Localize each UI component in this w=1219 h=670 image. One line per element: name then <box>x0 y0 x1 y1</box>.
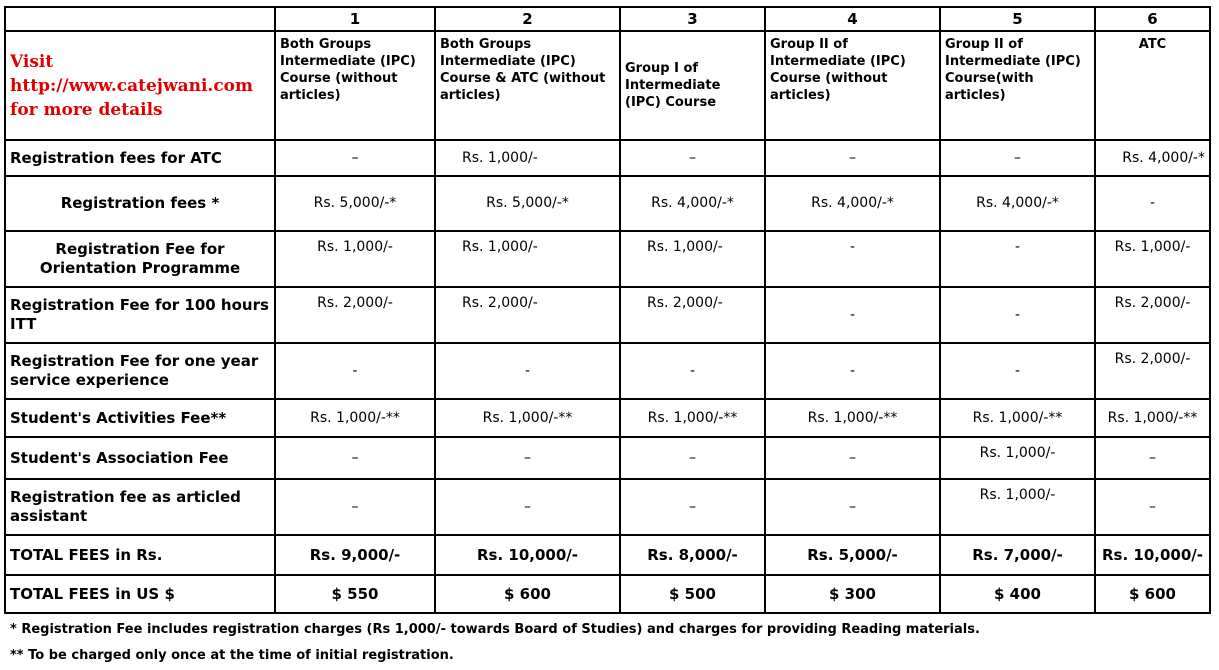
fee-cell: - <box>940 287 1095 343</box>
fee-cell: Rs. 1,000/-** <box>765 399 940 437</box>
column-number: 2 <box>435 7 620 31</box>
total-cell: $ 550 <box>275 575 435 613</box>
fee-cell: Rs. 2,000/- <box>1095 287 1210 343</box>
row-label: Student's Association Fee <box>5 437 275 479</box>
blank-corner-cell <box>5 7 275 31</box>
fee-cell: - <box>765 343 940 399</box>
fee-cell: Rs. 1,000/- <box>435 140 620 176</box>
fee-table <box>4 6 1211 614</box>
total-cell: $ 600 <box>435 575 620 613</box>
visit-label: Visit <box>10 51 54 72</box>
column-header: Group II of Intermediate (IPC) Course(with articles) <box>940 31 1095 140</box>
fee-cell: Rs. 5,000/-* <box>435 176 620 231</box>
total-cell: Rs. 10,000/- <box>1095 535 1210 575</box>
fee-cell: Rs. 4,000/-* <box>765 176 940 231</box>
row-label: Registration Fee for Orientation Programme <box>5 231 275 287</box>
visit-cell <box>5 31 275 140</box>
column-header: Both Groups Intermediate (IPC) Course & ATC (without articles) <box>435 31 620 140</box>
row-label: Registration fees for ATC <box>5 140 275 176</box>
fee-cell: – <box>620 437 765 479</box>
total-cell: $ 600 <box>1095 575 1210 613</box>
fee-cell: Rs. 4,000/-* <box>1095 140 1210 176</box>
fee-cell: – <box>275 437 435 479</box>
visit-url-link[interactable]: http://www.catejwani.com <box>10 75 254 96</box>
fee-cell: – <box>765 140 940 176</box>
table-row <box>5 343 1210 399</box>
column-number: 6 <box>1095 7 1210 31</box>
total-cell: Rs. 9,000/- <box>275 535 435 575</box>
column-number-row <box>5 7 1210 31</box>
fee-cell: Rs. 1,000/- <box>620 231 765 287</box>
row-label: Student's Activities Fee** <box>5 399 275 437</box>
fee-cell: – <box>1095 437 1210 479</box>
total-cell: Rs. 8,000/- <box>620 535 765 575</box>
row-label: TOTAL FEES in Rs. <box>5 535 275 575</box>
column-number: 5 <box>940 7 1095 31</box>
column-header: ATC <box>1095 31 1210 140</box>
fee-cell: Rs. 1,000/-** <box>940 399 1095 437</box>
fee-cell: – <box>620 479 765 535</box>
fee-cell: - <box>620 343 765 399</box>
fee-cell: - <box>275 343 435 399</box>
fee-cell: - <box>435 343 620 399</box>
column-header-row <box>5 31 1210 140</box>
fee-cell: - <box>1095 176 1210 231</box>
column-number: 1 <box>275 7 435 31</box>
fee-cell: Rs. 2,000/- <box>1095 343 1210 399</box>
total-cell: Rs. 10,000/- <box>435 535 620 575</box>
fee-cell: - <box>765 231 940 287</box>
table-row <box>5 287 1210 343</box>
row-label: Registration Fee for one year service experience <box>5 343 275 399</box>
column-header: Group II of Intermediate (IPC) Course (without articles) <box>765 31 940 140</box>
fee-cell: Rs. 1,000/- <box>1095 231 1210 287</box>
fee-cell: – <box>620 140 765 176</box>
fee-cell: Rs. 4,000/-* <box>620 176 765 231</box>
fee-cell: - <box>940 343 1095 399</box>
fee-cell: – <box>765 479 940 535</box>
column-header: Both Groups Intermediate (IPC) Course (without articles) <box>275 31 435 140</box>
table-row <box>5 575 1210 613</box>
fee-cell: Rs. 1,000/-** <box>435 399 620 437</box>
fee-cell: – <box>765 437 940 479</box>
total-cell: Rs. 7,000/- <box>940 535 1095 575</box>
column-number: 3 <box>620 7 765 31</box>
table-row <box>5 535 1210 575</box>
row-label: TOTAL FEES in US $ <box>5 575 275 613</box>
table-row <box>5 140 1210 176</box>
table-row <box>5 479 1210 535</box>
fee-cell: Rs. 4,000/-* <box>940 176 1095 231</box>
fee-cell: Rs. 5,000/-* <box>275 176 435 231</box>
fee-cell: - <box>940 231 1095 287</box>
footnote: * Registration Fee includes registration charges (Rs 1,000/- towards Board of Studies) and charges for providing Reading materials. <box>10 622 980 637</box>
total-cell: $ 400 <box>940 575 1095 613</box>
column-number: 4 <box>765 7 940 31</box>
fee-cell: – <box>435 437 620 479</box>
total-cell: $ 300 <box>765 575 940 613</box>
fee-cell: – <box>435 479 620 535</box>
total-cell: Rs. 5,000/- <box>765 535 940 575</box>
fee-cell: Rs. 1,000/- <box>435 231 620 287</box>
fee-cell: Rs. 1,000/-** <box>275 399 435 437</box>
fee-cell: - <box>765 287 940 343</box>
row-label: Registration fees * <box>5 176 275 231</box>
footnotes <box>10 617 980 669</box>
row-label: Registration fee as articled assistant <box>5 479 275 535</box>
fee-cell: Rs. 1,000/-** <box>1095 399 1210 437</box>
fee-cell: Rs. 2,000/- <box>435 287 620 343</box>
row-label: Registration Fee for 100 hours ITT <box>5 287 275 343</box>
table-row <box>5 231 1210 287</box>
fee-cell: – <box>1095 479 1210 535</box>
footnote: ** To be charged only once at the time of initial registration. <box>10 648 454 663</box>
table-row <box>5 399 1210 437</box>
fee-cell: Rs. 2,000/- <box>620 287 765 343</box>
fee-cell: Rs. 1,000/- <box>275 231 435 287</box>
fee-cell: – <box>275 479 435 535</box>
fee-cell: Rs. 1,000/- <box>940 437 1095 479</box>
visit-details-text: for more details <box>10 99 163 120</box>
fee-cell: – <box>940 140 1095 176</box>
table-row <box>5 176 1210 231</box>
fee-cell: – <box>275 140 435 176</box>
total-cell: $ 500 <box>620 575 765 613</box>
table-row <box>5 437 1210 479</box>
column-header: Group I of Intermediate (IPC) Course <box>620 31 765 140</box>
fee-cell: Rs. 1,000/- <box>940 479 1095 535</box>
fee-cell: Rs. 1,000/-** <box>620 399 765 437</box>
fee-cell: Rs. 2,000/- <box>275 287 435 343</box>
